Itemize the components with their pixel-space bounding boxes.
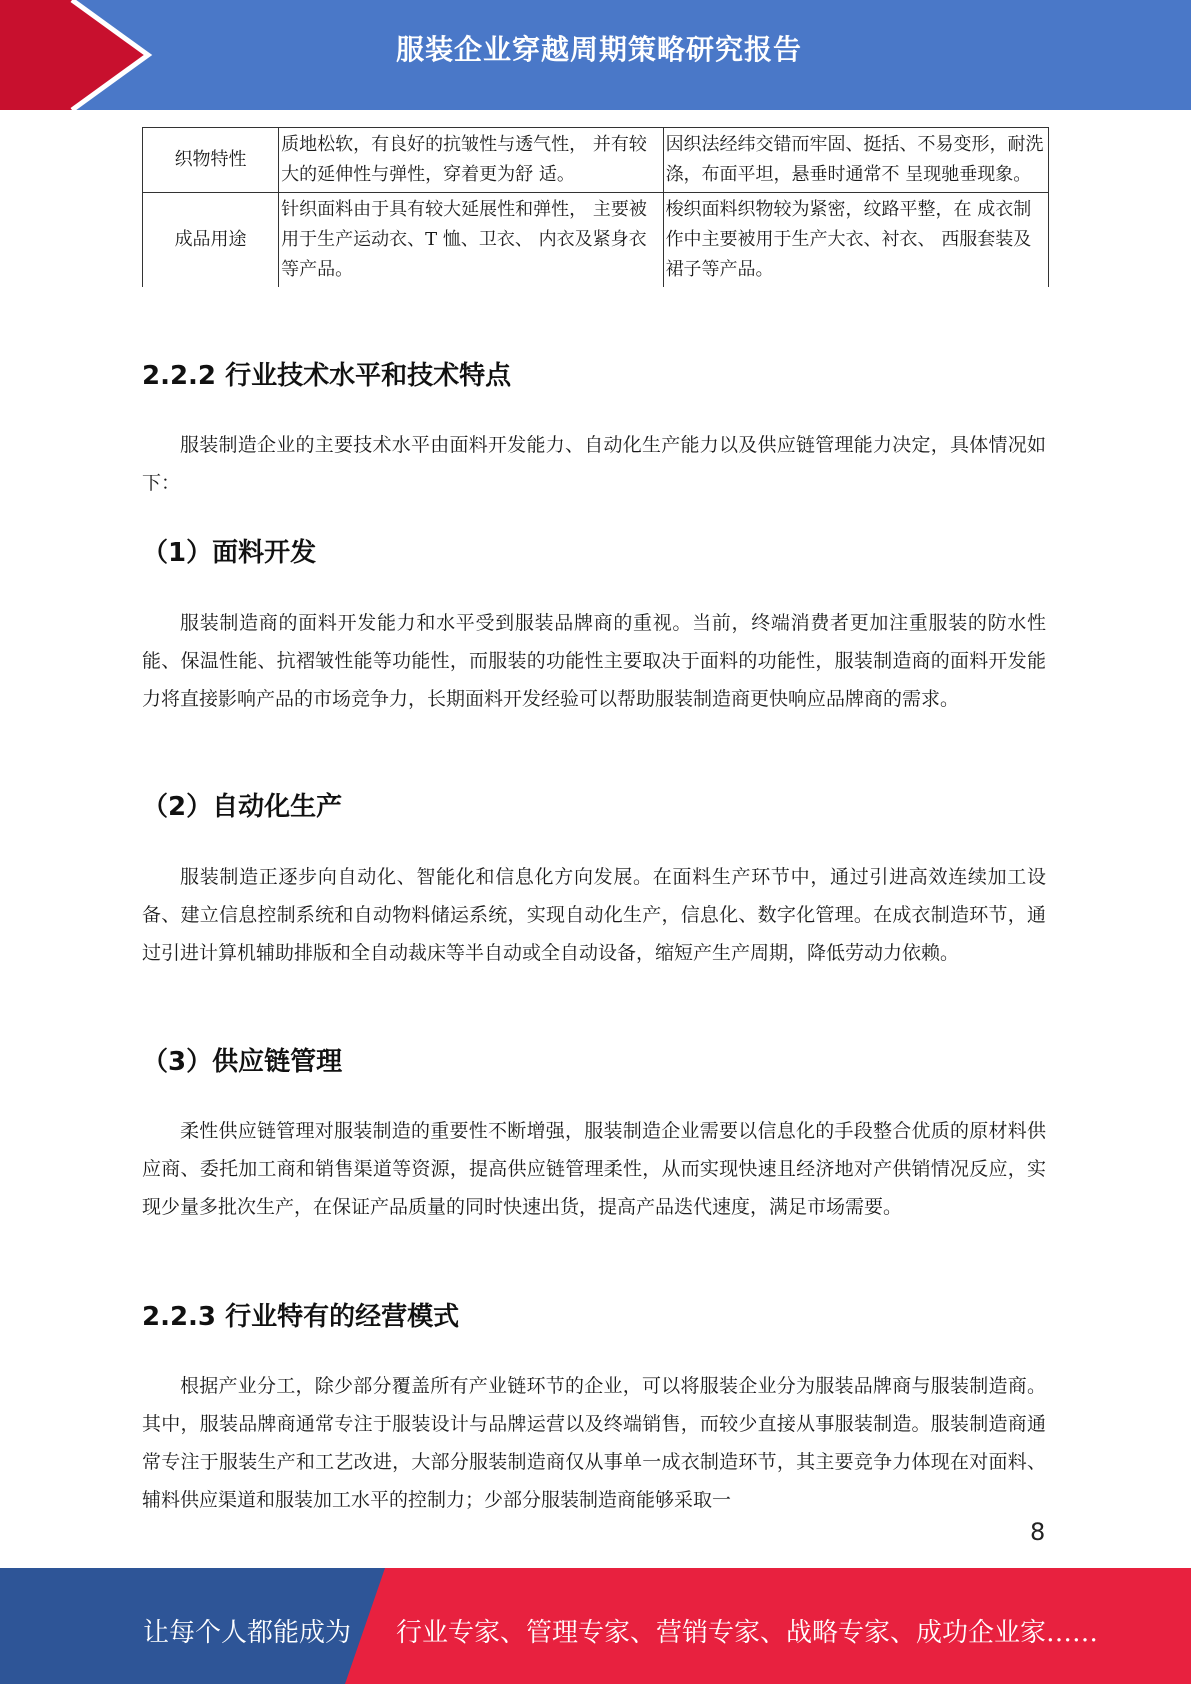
page-header — [0, 0, 1191, 110]
table-cell: 因织法经纬交错而牢固、挺括、不易变形，耐洗涤，布面平坦，悬垂时通常不 呈现驰垂现象。 — [663, 128, 1048, 193]
subsection-heading-supply-chain: （3）供应链管理 — [142, 1047, 343, 1077]
footer-slogan-right: 行业专家、管理专家、营销专家、战略专家、成功企业家…… — [396, 1618, 1099, 1648]
row-label: 成品用途 — [143, 193, 279, 288]
subsection-heading-automation: （2）自动化生产 — [142, 792, 343, 822]
table-row — [143, 128, 1049, 193]
table-cell: 针织面料由于具有较大延展性和弹性， 主要被用于生产运动衣、T 恤、卫衣、 内衣及紧身衣等产品。 — [279, 193, 663, 288]
section-paragraph: 服装制造企业的主要技术水平由面料开发能力、自动化生产能力以及供应链管理能力决定，具体情况如下： — [142, 434, 1046, 494]
section-paragraph: 服装制造正逐步向自动化、智能化和信息化方向发展。在面料生产环节中，通过引进高效连续加工设备、建立信息控制系统和自动物料储运系统，实现自动化生产，信息化、数字化管理。在成衣制造环节，通过引进计算机辅助排版和全自动裁床等半自动或全自动设备，缩短产生产周期，降低劳动力依赖。 — [142, 866, 1046, 964]
subsection-heading-fabric: （1）面料开发 — [142, 538, 317, 568]
section-paragraph: 柔性供应链管理对服装制造的重要性不断增强，服装制造企业需要以信息化的手段整合优质的原材料供应商、委托加工商和销售渠道等资源，提高供应链管理柔性，从而实现快速且经济地对产供销情况反应，实现少量多批次生产，在保证产品质量的同时快速出货，提高产品迭代速度，满足市场需要。 — [142, 1120, 1046, 1218]
footer-slogan-left: 让每个人都能成为 — [143, 1618, 352, 1648]
row-label: 织物特性 — [143, 128, 279, 193]
chevron-icon — [0, 0, 160, 110]
section-heading-2-2-3: 2.2.3 行业特有的经营模式 — [142, 1302, 460, 1332]
table-cell: 梭织面料织物较为紧密，纹路平整，在 成衣制作中主要被用于生产大衣、衬衣、 西服套装及裙子等产品。 — [663, 193, 1048, 288]
page-number: 8 — [1030, 1518, 1046, 1546]
table-row — [143, 193, 1049, 288]
section-paragraph: 服装制造商的面料开发能力和水平受到服装品牌商的重视。当前，终端消费者更加注重服装的防水性能、保温性能、抗褶皱性能等功能性，而服装的功能性主要取决于面料的功能性，服装制造商的面料开发能力将直接影响产品的市场竞争力，长期面料开发经验可以帮助服装制造商更快响应品牌商的需求。 — [142, 612, 1046, 710]
report-title: 服装企业穿越周期策略研究报告 — [396, 33, 803, 66]
table-cell: 质地松软，有良好的抗皱性与透气性， 并有较大的延伸性与弹性，穿着更为舒 适。 — [279, 128, 663, 193]
fabric-comparison-table — [142, 127, 1049, 287]
section-paragraph: 根据产业分工，除少部分覆盖所有产业链环节的企业，可以将服装企业分为服装品牌商与服装制造商。其中，服装品牌商通常专注于服装设计与品牌运营以及终端销售，而较少直接从事服装制造。服装制造商通常专注于服装生产和工艺改进，大部分服装制造商仅从事单一成衣制造环节，其主要竞争力体现在对面料、辅料供应渠道和服装加工水平的控制力；少部分服装制造商能够采取一 — [142, 1375, 1046, 1511]
section-heading-2-2-2: 2.2.2 行业技术水平和技术特点 — [142, 361, 512, 391]
